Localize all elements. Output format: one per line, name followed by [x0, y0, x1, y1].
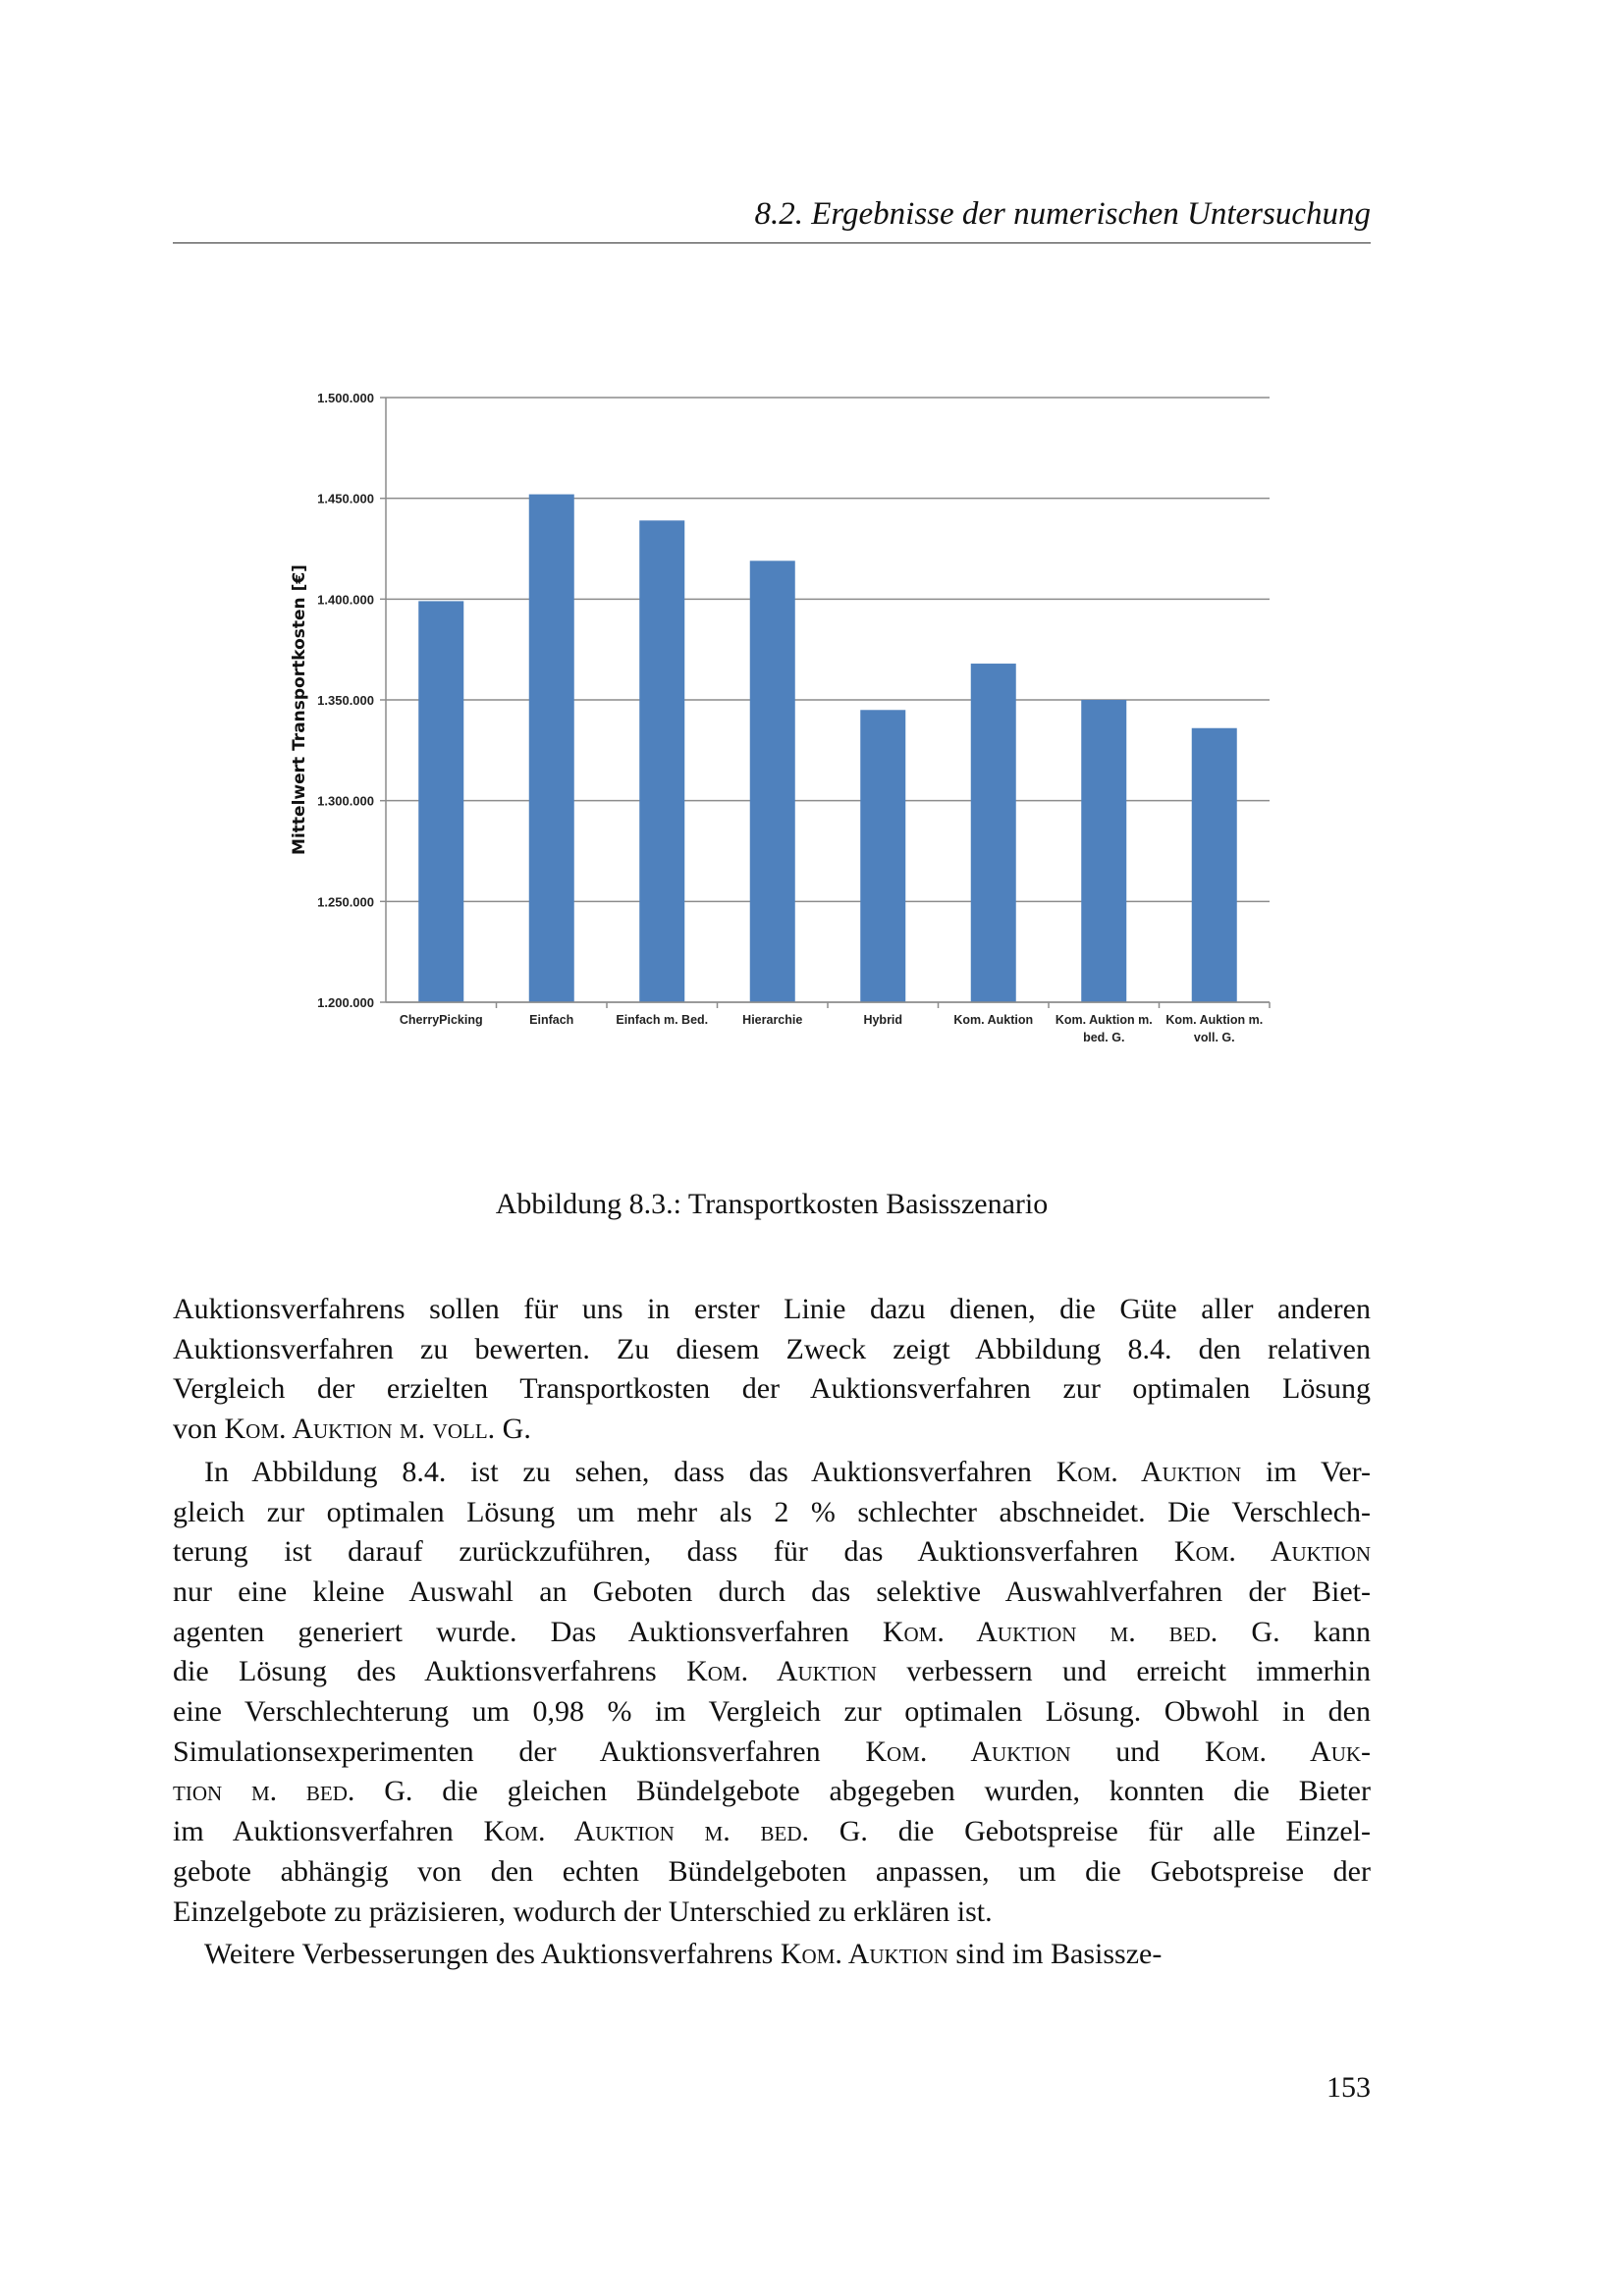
text-line	[173, 1330, 1371, 1369]
text-segment: eine Verschlechterung um 0,98 % im Vergleich zur optimalen Lösung. Obwohl in den	[173, 1695, 1371, 1728]
small-caps-term: Kom. Auktion	[1173, 1535, 1371, 1569]
text-line	[173, 1852, 1371, 1892]
text-segment: gleich zur optimalen Lösung um mehr als 2 % schlechter abschneidet. Die Verschlech-	[173, 1495, 1371, 1528]
x-tick-label: Hierarchie	[742, 1013, 803, 1027]
text-segment: die Lösung des Auktionsverfahrens	[173, 1655, 687, 1688]
small-caps-term: Kom. Auktion	[780, 1938, 948, 1971]
page-number: 153	[1326, 2071, 1371, 2104]
bar-4	[860, 710, 905, 1002]
x-tick-label: Einfach	[529, 1013, 574, 1027]
x-tick-label: Hybrid	[863, 1013, 903, 1027]
text-segment: und	[1070, 1735, 1205, 1768]
bar-chart	[0, 0, 1624, 1080]
text-line	[173, 1453, 1371, 1492]
y-tick-label: 1.400.000	[317, 592, 374, 608]
text-segment: gebote abhängig von den echten Bündelgeboten anpassen, um die Gebotspreise der	[173, 1854, 1371, 1888]
text-segment: im Ver-	[1241, 1455, 1371, 1488]
bar-3	[750, 561, 795, 1002]
y-tick-label: 1.450.000	[317, 491, 374, 507]
small-caps-term: Kom. Auktion	[1056, 1455, 1242, 1488]
text-line	[173, 1369, 1371, 1409]
x-tick-label: voll. G.	[1193, 1031, 1235, 1044]
bar-5	[971, 664, 1016, 1002]
text-segment: von	[173, 1413, 225, 1446]
text-line	[173, 1772, 1371, 1811]
bar-2	[639, 520, 684, 1002]
x-tick-label: CherryPicking	[399, 1013, 483, 1027]
y-tick-label: 1.500.000	[317, 391, 374, 405]
bar-7	[1192, 728, 1237, 1002]
bar-1	[529, 495, 574, 1002]
running-header: 8.2. Ergebnisse der numerischen Untersuchung	[754, 196, 1371, 232]
text-segment: Simulationsexperimenten der Auktionsverfahren	[173, 1735, 866, 1768]
bar-0	[418, 601, 463, 1002]
y-tick-label: 1.200.000	[317, 995, 374, 1010]
text-line	[173, 1532, 1371, 1572]
text-line	[173, 1613, 1371, 1652]
text-line	[173, 1410, 1371, 1449]
y-axis-label: Mittelwert Transportkosten [€]	[290, 564, 309, 855]
text-line	[173, 1652, 1371, 1691]
x-tick-label: Kom. Auktion m.	[1165, 1013, 1264, 1027]
text-line	[173, 1935, 1371, 1974]
figure-caption: Abbildung 8.3.: Transportkosten Basisszenario	[495, 1188, 1049, 1220]
text-segment: In Abbildung 8.4. ist zu sehen, dass das Auktionsverfahren	[204, 1455, 1056, 1488]
text-segment: im Auktionsverfahren	[173, 1815, 484, 1848]
text-segment: agenten generiert wurde. Das Auktionsverfahren	[173, 1615, 883, 1648]
y-tick-label: 1.300.000	[317, 793, 374, 809]
small-caps-term: Kom. Auktion	[865, 1735, 1071, 1768]
text-segment: verbessern und erreicht immerhin	[876, 1655, 1371, 1688]
text-segment: kann	[1279, 1615, 1371, 1648]
small-caps-term: Kom. Auktion m. bed. G.	[483, 1815, 868, 1848]
text-line	[173, 1812, 1371, 1851]
text-segment: terung ist darauf zurückzuführen, dass für das Auktionsverfahren	[173, 1535, 1174, 1569]
text-segment: sind im Basissze-	[947, 1938, 1163, 1971]
text-line	[173, 1573, 1371, 1612]
text-segment: die gleichen Bündelgebote abgegeben wurden, konnten die Bieter	[412, 1775, 1371, 1808]
small-caps-term: Kom. Auk-	[1204, 1735, 1372, 1768]
x-tick-label: Kom. Auktion	[953, 1013, 1034, 1027]
small-caps-term: Kom. Auktion	[686, 1655, 877, 1688]
small-caps-term: tion m. bed. G.	[173, 1775, 413, 1808]
text-segment: Weitere Verbesserungen des Auktionsverfahrens	[204, 1938, 781, 1971]
x-tick-label: bed. G.	[1083, 1031, 1125, 1044]
text-segment: Vergleich der erzielten Transportkosten der Auktionsverfahren zur optimalen Lösung	[173, 1372, 1371, 1406]
x-tick-label: Einfach m. Bed.	[616, 1013, 709, 1027]
text-segment: Auktionsverfahrens sollen für uns in erster Linie dazu dienen, die Güte aller anderen	[173, 1293, 1371, 1325]
y-tick-label: 1.350.000	[317, 693, 374, 708]
y-tick-label: 1.250.000	[317, 894, 374, 910]
bar-6	[1081, 700, 1126, 1002]
x-tick-label: Kom. Auktion m.	[1055, 1013, 1153, 1027]
text-segment: nur eine kleine Auswahl an Geboten durch das selektive Auswahlverfahren der Biet-	[173, 1575, 1371, 1608]
text-line	[173, 1290, 1371, 1329]
text-segment: Einzelgebote zu präzisieren, wodurch der Unterschied zu erklären ist.	[173, 1895, 993, 1928]
text-segment: die Gebotspreise für alle Einzel-	[867, 1815, 1371, 1848]
small-caps-term: Kom. Auktion m. voll. G.	[224, 1413, 531, 1446]
text-line	[173, 1692, 1371, 1732]
text-line	[173, 1893, 1371, 1932]
small-caps-term: Kom. Auktion m. bed. G.	[882, 1615, 1280, 1648]
text-segment: Auktionsverfahren zu bewerten. Zu diesem Zweck zeigt Abbildung 8.4. den relativen	[173, 1332, 1371, 1365]
text-line	[173, 1733, 1371, 1772]
text-line	[173, 1493, 1371, 1532]
